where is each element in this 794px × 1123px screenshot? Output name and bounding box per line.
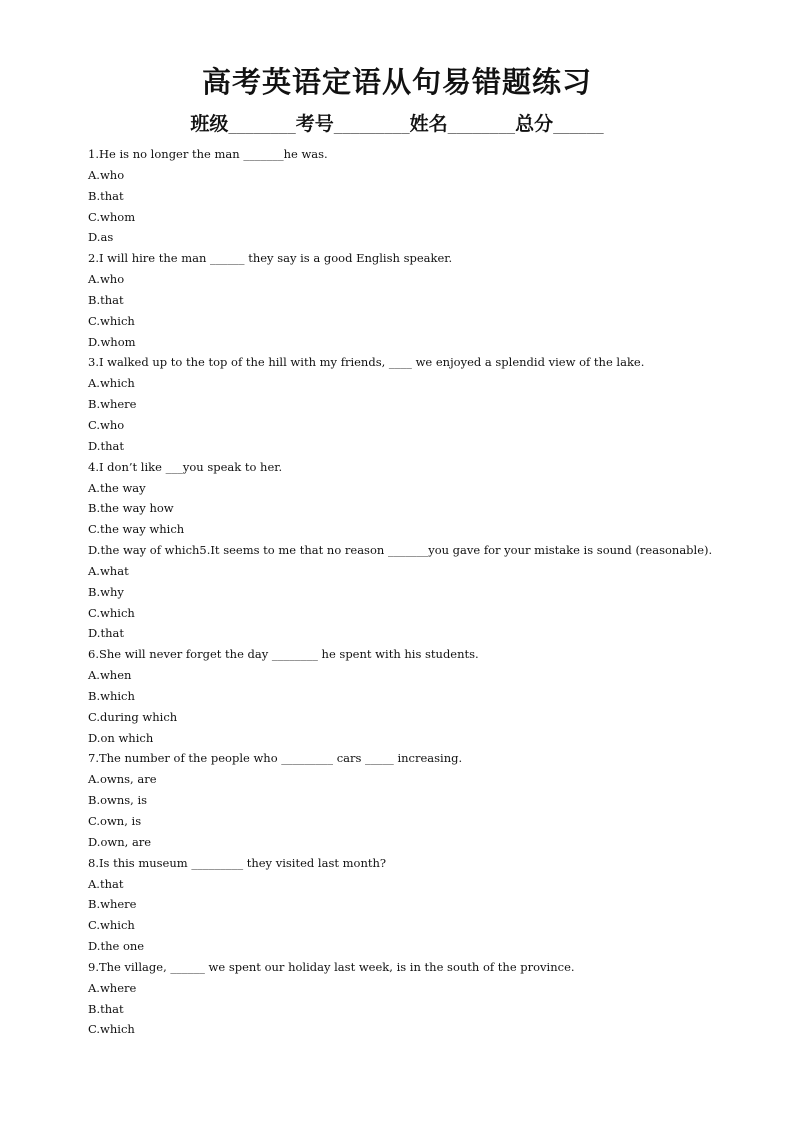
option-line: C.which — [88, 1022, 135, 1037]
number-label: 考号 — [295, 113, 334, 135]
option-line: D.own, are — [88, 834, 152, 849]
option-line: C.the way which — [88, 522, 185, 537]
class-label: 班级 — [190, 113, 229, 135]
option-line: A.owns, are — [88, 772, 157, 787]
option-line: A.where — [88, 980, 137, 995]
question-3: 3.I walked up to the top of the hill with my friends, ____ we enjoyed a splendid view of the lake. — [88, 355, 645, 370]
option-line: B.that — [88, 1001, 124, 1016]
question-6: 6.She will never forget the day ________ he spent with his students. — [88, 647, 479, 662]
question-4: 4.I don’t like ___you speak to her. — [88, 459, 283, 474]
question-5: D.the way of which5.It seems to me that no reason _______you gave for your mistake is sound (reasonable). — [88, 543, 713, 558]
question-8: 8.Is this museum _________ they visited last month? — [88, 855, 387, 870]
question-2: 2.I will hire the man ______ they say is a good English speaker. — [88, 251, 453, 266]
question-list — [62, 144, 734, 1040]
option-line: C.which — [88, 313, 135, 328]
number-blank: _________ — [333, 118, 410, 134]
option-line: B.owns, is — [88, 793, 148, 808]
option-line: A.what — [88, 563, 129, 578]
option-line: B.that — [88, 292, 124, 307]
option-line: C.who — [88, 417, 125, 432]
name-blank: ________ — [447, 118, 516, 134]
option-line: A.the way — [88, 480, 146, 495]
name-label: 姓名 — [409, 113, 448, 135]
option-line: B.where — [88, 397, 137, 412]
question-9: 9.The village, ______ we spent our holiday last week, is in the south of the province. — [88, 959, 575, 974]
option-line: D.as — [88, 230, 114, 245]
option-line: C.which — [88, 918, 135, 933]
option-line: C.own, is — [88, 814, 142, 828]
option-line: B.that — [88, 188, 124, 203]
option-line: A.who — [88, 272, 125, 287]
worksheet-title: 高考英语定语从句易错题练习 — [201, 65, 592, 99]
option-line: C.whom — [88, 209, 136, 224]
option-line: B.where — [88, 897, 137, 912]
option-line: D.that — [88, 626, 124, 641]
option-line: C.which — [88, 605, 135, 620]
option-line: B.why — [88, 584, 124, 599]
option-line: A.that — [88, 876, 124, 891]
option-line: A.when — [88, 668, 132, 683]
class-blank: ________ — [228, 118, 296, 134]
option-line: A.which — [88, 376, 135, 391]
score-blank: ______ — [553, 118, 604, 134]
option-line: B.which — [88, 688, 135, 703]
option-line: D.that — [88, 438, 124, 453]
option-line: D.whom — [88, 334, 136, 349]
option-line: C.during which — [88, 709, 178, 724]
option-line: D.on which — [88, 730, 154, 745]
option-line: B.the way how — [88, 501, 174, 516]
option-line: A.who — [88, 167, 125, 182]
student-info-line — [0, 110, 794, 140]
option-line: D.the one — [88, 939, 145, 954]
question-7: 7.The number of the people who _________ cars _____ increasing. — [88, 751, 463, 766]
question-1: 1.He is no longer the man _______he was. — [88, 147, 328, 161]
score-label: 总分 — [515, 113, 554, 135]
